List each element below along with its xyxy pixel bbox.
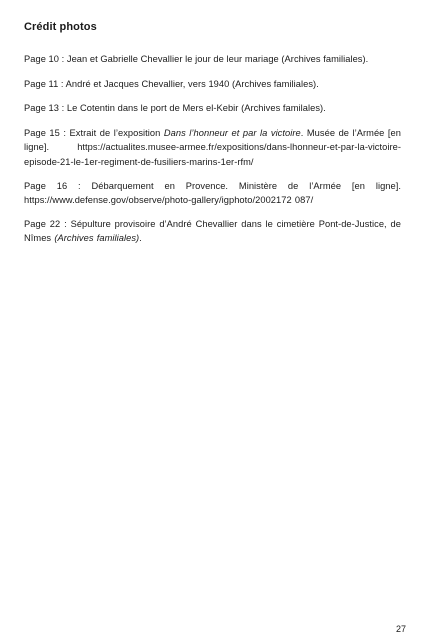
credit-entry-suffix: .	[139, 233, 142, 244]
photo-credits-list	[24, 52, 401, 255]
credit-entry-page-10: Page 10 : Jean et Gabrielle Chevallier le jour de leur mariage (Archives familiales).	[24, 54, 369, 64]
credit-entry-suffix: . Musée de l’Armée [en ligne]. https://actualites.musee-armee.fr/expositions/dans-lhonneur-et-par-la-victoire-episode-21-le-1er-regiment-de-fusiliers-marins-1er-rfm/	[24, 127, 401, 167]
credit-entry-page-11: Page 11 : André et Jacques Chevallier, vers 1940 (Archives familiales).	[24, 78, 319, 89]
credit-entry-page-22	[24, 217, 401, 246]
credit-entry-page-16: Page 16 : Débarquement en Provence. Ministère de l’Armée [en ligne]. https://www.defense.gov/observe/photo-gallery/igphoto/2002172 087/	[24, 180, 401, 206]
archive-source: (Archives familiales)	[54, 233, 140, 244]
credit-entry-prefix: Page 22 : Sépulture provisoire d’André Chevallier dans le cimetière Pont-de-Justice, de Nîmes	[24, 218, 401, 244]
exhibition-title: Dans l’honneur et par la victoire	[163, 127, 301, 138]
credit-entry-page-15	[24, 126, 401, 170]
credit-entry-page-13: Page 13 : Le Cotentin dans le port de Mers el-Kebir (Archives familales).	[24, 103, 326, 114]
section-heading: Crédit photos	[24, 21, 97, 33]
page-number: 27	[395, 624, 406, 634]
credit-entry-prefix: Page 15 : Extrait de l’exposition	[24, 127, 164, 138]
